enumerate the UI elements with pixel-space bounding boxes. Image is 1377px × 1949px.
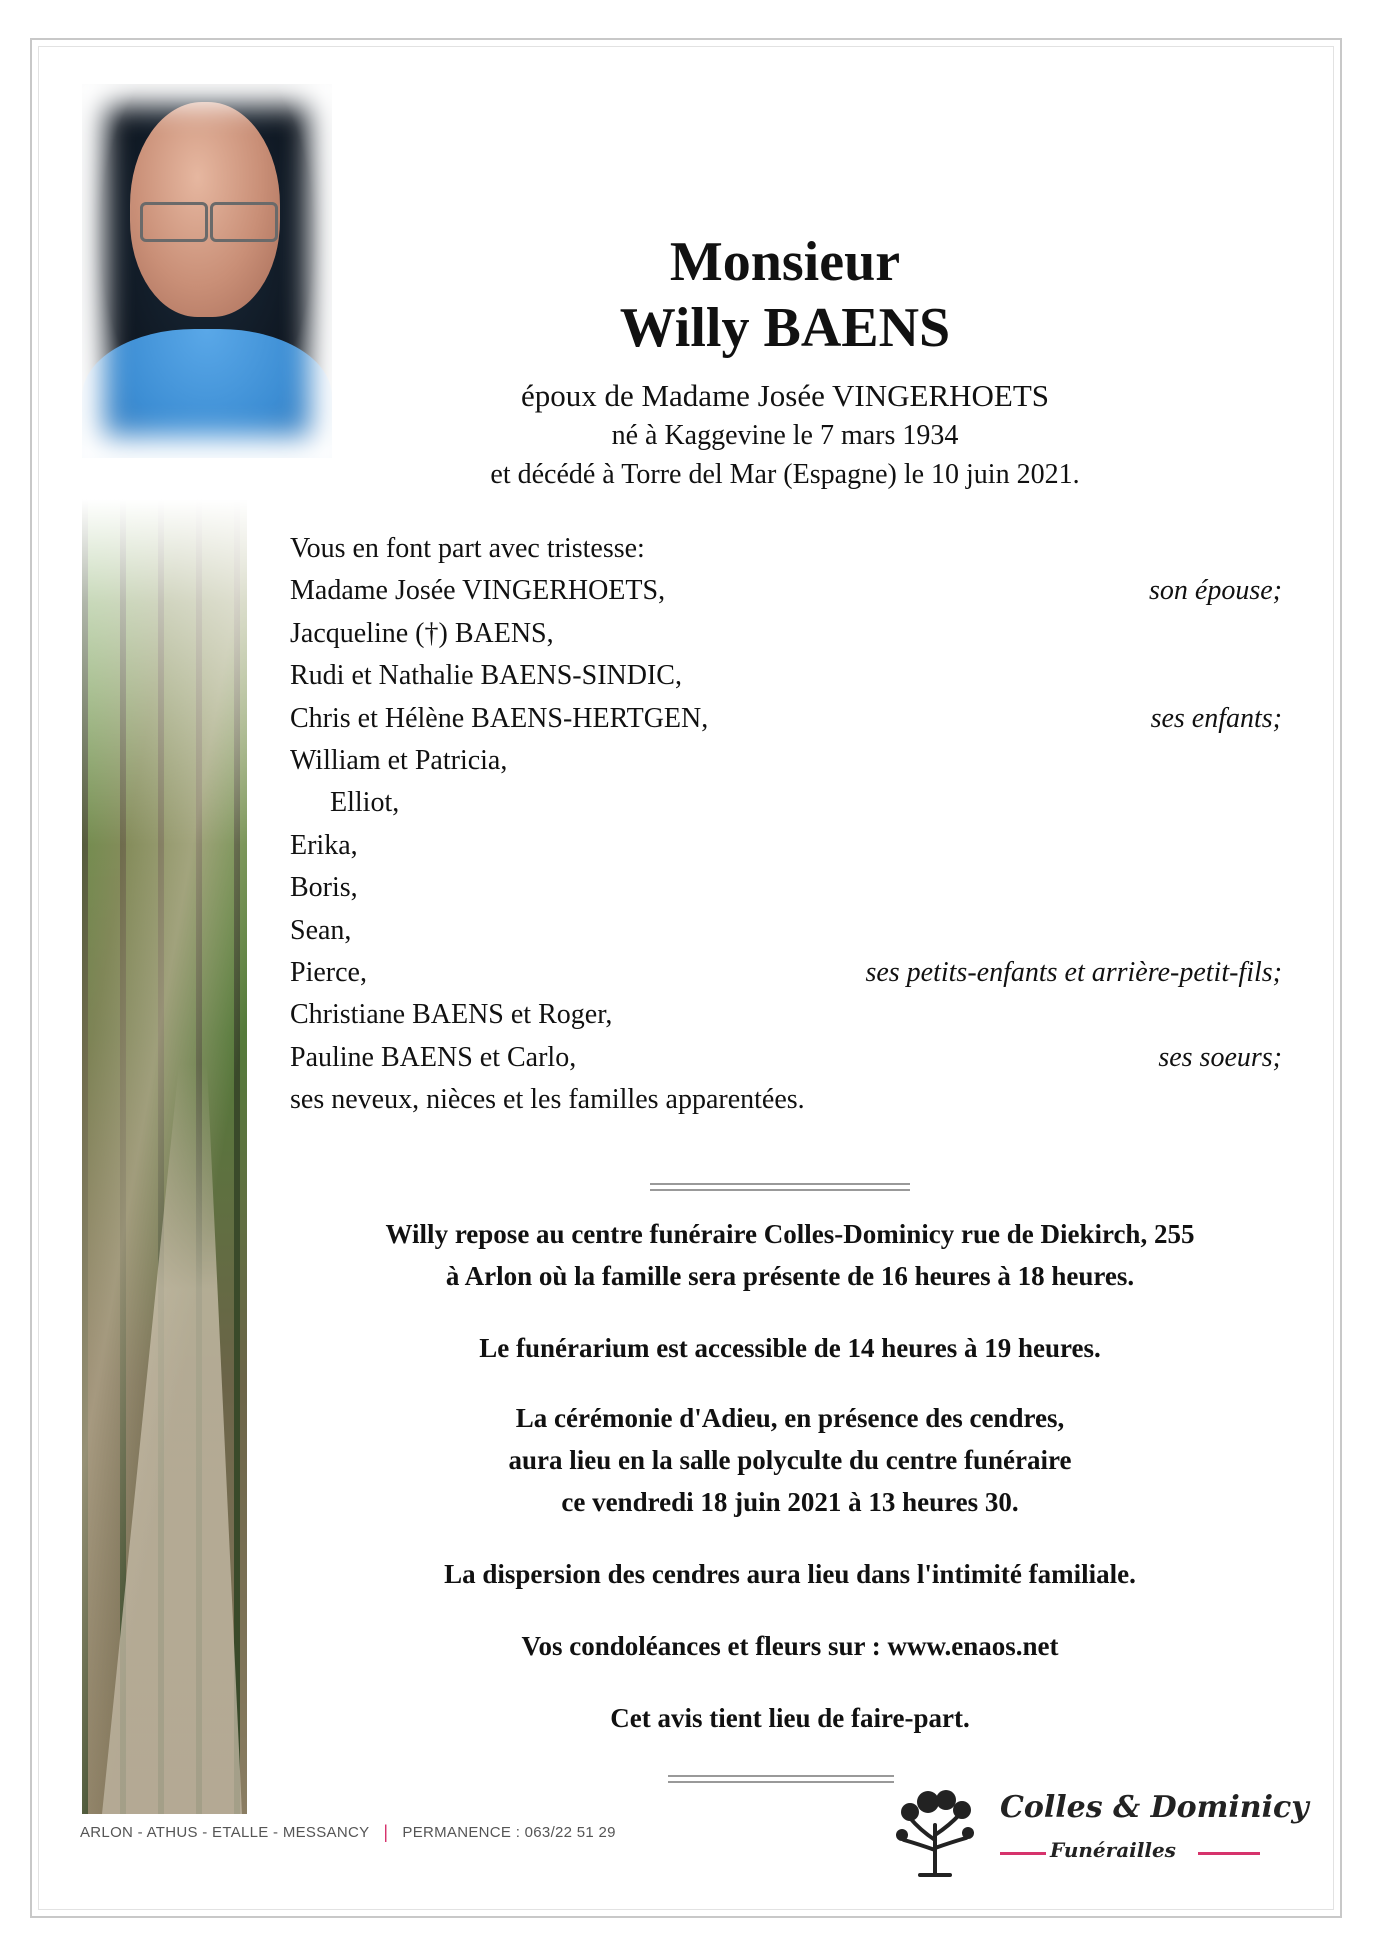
deceased-name: Willy BAENS (619, 297, 951, 359)
birth-line: né à Kaggevine le 7 mars 1934 (611, 420, 959, 451)
family-row: Erika, (290, 829, 358, 861)
family-row: Sean, (290, 914, 352, 946)
family-list (290, 528, 1282, 1121)
logo-name: Colles & Dominicy (1000, 1790, 1309, 1825)
spouse-line: époux de Madame Josée VINGERHOETS (520, 378, 1050, 413)
family-row: Elliot, (330, 787, 400, 819)
family-row: William et Patricia, (290, 744, 508, 776)
portrait-photo (82, 84, 332, 458)
condolences-line: Vos condoléances et fleurs sur : www.enaos.net (521, 1631, 1059, 1661)
logo-line-right (1198, 1852, 1260, 1855)
logo-line-left (1000, 1852, 1046, 1855)
family-intro: Vous en font part avec tristesse: (290, 533, 645, 564)
notice-line: Cet avis tient lieu de faire-part. (610, 1703, 970, 1733)
tree-icon (890, 1780, 980, 1880)
family-row: ses neveux, nièces et les familles apparentées. (290, 1084, 805, 1116)
divider-top (650, 1183, 910, 1191)
funerarium-line: Le funérarium est accessible de 14 heures à 19 heures. (479, 1333, 1101, 1363)
footer-contact (80, 1822, 616, 1843)
ceremony-line-3: ce vendredi 18 juin 2021 à 13 heures 30. (561, 1487, 1019, 1517)
family-row: Boris, (290, 872, 358, 904)
logo-subtitle: Funérailles (1050, 1838, 1176, 1862)
family-row: Pauline BAENS et Carlo, ses soeurs; (290, 1041, 1282, 1073)
footer-separator: | (383, 1822, 389, 1842)
divider-bottom (668, 1775, 894, 1783)
footer-permanence: PERMANENCE : 063/22 51 29 (402, 1824, 616, 1841)
family-row: Christiane BAENS et Roger, (290, 999, 613, 1031)
repose-line-1: Willy repose au centre funéraire Colles-Dominicy rue de Diekirch, 255 (385, 1219, 1195, 1249)
company-logo (880, 1780, 1309, 1880)
ceremony-line-2: aura lieu en la salle polyculte du centre funéraire (508, 1445, 1072, 1475)
family-row: Jacqueline (†) BAENS, (290, 617, 554, 649)
family-row: Chris et Hélène BAENS-HERTGEN, ses enfants; (290, 702, 1282, 734)
dispersion-line: La dispersion des cendres aura lieu dans l'intimité familiale. (444, 1559, 1136, 1589)
footer-locations: ARLON - ATHUS - ETALLE - MESSANCY (80, 1824, 370, 1841)
death-line: et décédé à Torre del Mar (Espagne) le 10 juin 2021. (490, 459, 1080, 490)
ceremony-line-1: La cérémonie d'Adieu, en présence des cendres, (515, 1403, 1065, 1433)
salutation: Monsieur (669, 231, 901, 293)
family-row: Madame Josée VINGERHOETS, son épouse; (290, 575, 1282, 607)
family-row: Rudi et Nathalie BAENS-SINDIC, (290, 660, 682, 692)
repose-line-2: à Arlon où la famille sera présente de 16 heures à 18 heures. (445, 1261, 1135, 1291)
family-row: Pierce, ses petits-enfants et arrière-petit-fils; (290, 956, 1282, 988)
